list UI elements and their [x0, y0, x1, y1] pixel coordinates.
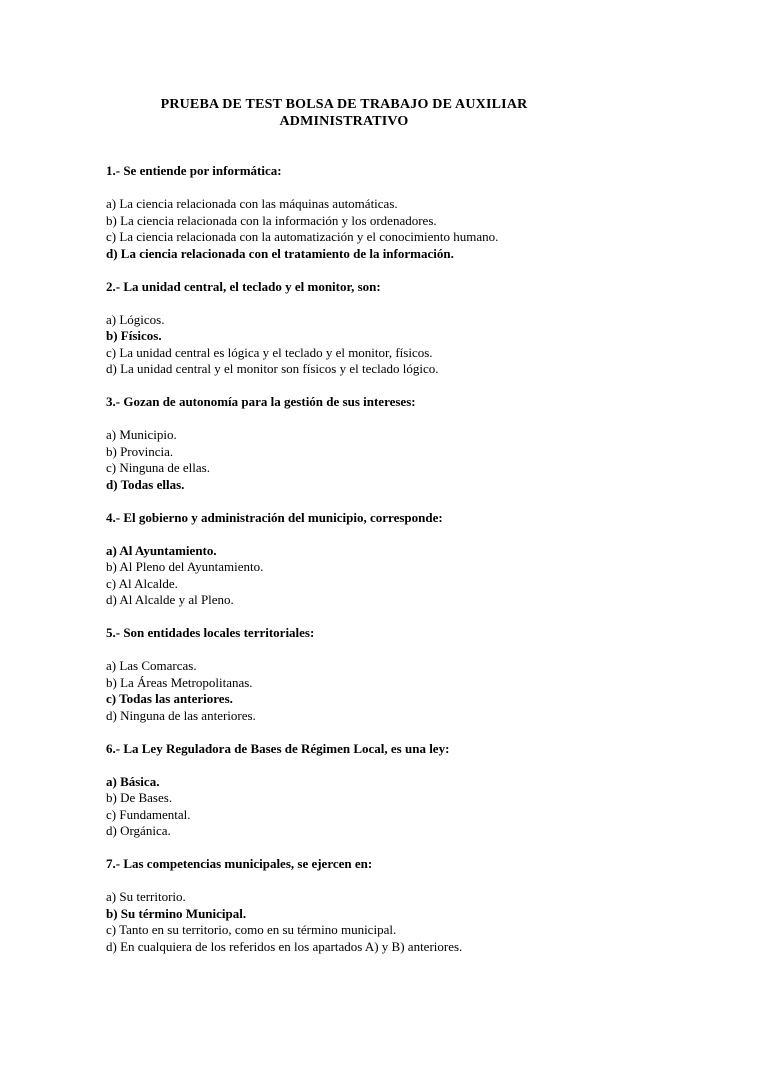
question-3-header: 3.- Gozan de autonomía para la gestión de sus intereses:: [106, 394, 416, 409]
question-1-option-d: d) La ciencia relacionada con el tratamiento de la información.: [106, 245, 454, 261]
question-2-option-b: b) Físicos.: [106, 328, 162, 343]
question-2: [106, 279, 582, 378]
question-6-option-d: d) Orgánica.: [106, 823, 171, 838]
question-2-option-d: d) La unidad central y el monitor son físicos y el teclado lógico.: [106, 361, 439, 376]
question-7-header: 7.- Las competencias municipales, se ejercen en:: [106, 856, 373, 871]
question-4-option-b: b) Al Pleno del Ayuntamiento.: [106, 559, 264, 574]
question-5-option-a: a) Las Comarcas.: [106, 658, 197, 673]
question-1: [106, 163, 582, 262]
question-6-option-a: a) Básica.: [106, 773, 160, 789]
question-2-header: 2.- La unidad central, el teclado y el monitor, son:: [106, 278, 381, 294]
question-1-header: 1.- Se entiende por informática:: [106, 163, 282, 178]
question-5-header: 5.- Son entidades locales territoriales:: [106, 625, 315, 640]
question-4-option-c: c) Al Alcalde.: [106, 575, 178, 591]
question-5-option-d: d) Ninguna de las anteriores.: [106, 707, 256, 723]
question-6-header: 6.- La Ley Reguladora de Bases de Régimen Local, es una ley:: [106, 740, 450, 756]
question-5-option-c: c) Todas las anteriores.: [106, 691, 233, 706]
question-5-option-b: b) La Áreas Metropolitanas.: [106, 674, 253, 690]
question-1-option-a: a) La ciencia relacionada con las máquinas automáticas.: [106, 196, 398, 211]
question-5: [106, 625, 582, 724]
question-7-option-c: c) Tanto en su territorio, como en su término municipal.: [106, 922, 397, 937]
question-6: [106, 741, 582, 840]
question-2-option-a: a) Lógicos.: [106, 311, 165, 327]
question-3-option-b: b) Provincia.: [106, 443, 174, 459]
question-6-option-b: b) De Bases.: [106, 790, 173, 805]
question-4-option-a: a) Al Ayuntamiento.: [106, 542, 217, 558]
question-4-header: 4.- El gobierno y administración del municipio, corresponde:: [106, 509, 443, 525]
question-7-option-d: d) En cualquiera de los referidos en los apartados A) y B) anteriores.: [106, 938, 463, 954]
document-title: PRUEBA DE TEST BOLSA DE TRABAJO DE AUXILIAR ADMINISTRATIVO: [160, 97, 528, 129]
question-3-option-d: d) Todas ellas.: [106, 476, 185, 492]
question-7-option-a: a) Su territorio.: [106, 889, 186, 904]
question-7: [106, 856, 582, 955]
question-3: [106, 394, 582, 493]
question-4-option-d: d) Al Alcalde y al Pleno.: [106, 592, 234, 607]
question-3-option-a: a) Municipio.: [106, 427, 177, 442]
question-2-option-c: c) La unidad central es lógica y el teclado y el monitor, físicos.: [106, 344, 433, 360]
question-4: [106, 510, 582, 609]
question-1-option-c: c) La ciencia relacionada con la automatización y el conocimiento humano.: [106, 229, 499, 244]
question-3-option-c: c) Ninguna de ellas.: [106, 460, 210, 475]
question-1-option-b: b) La ciencia relacionada con la información y los ordenadores.: [106, 212, 437, 228]
question-7-option-b: b) Su término Municipal.: [106, 905, 247, 921]
question-6-option-c: c) Fundamental.: [106, 806, 191, 822]
